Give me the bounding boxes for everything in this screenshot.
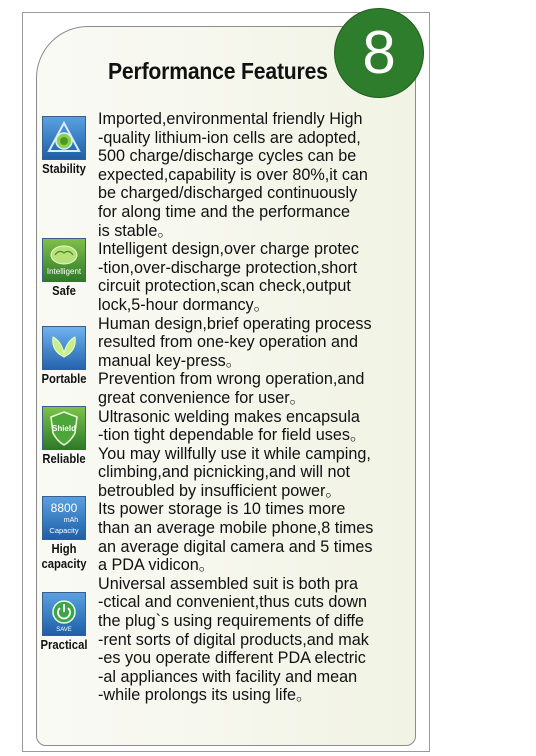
feature-stability: [34, 116, 94, 177]
text-line: Imported,environmental friendly High: [98, 110, 363, 128]
text-line: Human design,brief operating process: [98, 314, 372, 333]
feature-label: High capacity: [41, 542, 87, 571]
text-line: -while prolongs its using life。: [98, 686, 313, 705]
text-line: circuit protection,scan check,output: [98, 277, 351, 296]
feature-high-capacity: [34, 496, 94, 572]
text-line: is stable。: [98, 221, 174, 240]
svg-text:SAVE: SAVE: [56, 627, 72, 633]
svg-text:mAh: mAh: [63, 517, 79, 524]
description-practical: [98, 575, 418, 705]
text-line: Prevention from wrong operation,and: [98, 370, 365, 389]
text-line: betroubled by insufficient power。: [98, 481, 342, 500]
text-line: -es you operate different PDA electric: [98, 649, 366, 668]
description-safe: [98, 240, 418, 314]
text-line: resulted from one-key operation and: [98, 333, 359, 352]
text-line: Its power storage is 10 times more: [98, 500, 346, 519]
feature-portable: [34, 326, 94, 387]
text-line: You may willfully use it while camping,: [98, 444, 371, 463]
intelligent-brain-icon: [42, 238, 86, 282]
svg-text:Intelligent: Intelligent: [46, 267, 82, 276]
butterfly-icon: [42, 326, 86, 370]
feature-safe: [34, 238, 94, 299]
svg-text:8800: 8800: [50, 501, 78, 515]
text-line: Universal assembled suit is both pra: [98, 574, 359, 593]
text-line: -rent sorts of digital products,and mak: [98, 630, 369, 649]
text-line: than an average mobile phone,8 times: [98, 519, 374, 538]
feature-label: Reliable: [42, 452, 86, 466]
shield-icon: [42, 406, 86, 450]
description-reliable: [98, 408, 418, 501]
stability-icon: [42, 116, 86, 160]
text-line: lock,5-hour dormancy。: [98, 295, 270, 314]
battery-capacity-icon: [42, 496, 86, 540]
text-line: manual key-press。: [98, 351, 242, 370]
text-line: be charged/discharged continuously: [98, 184, 358, 203]
text-line: climbing,and picnicking,and will not: [98, 463, 350, 482]
description-stability: [98, 110, 418, 240]
text-line: -al appliances with facility and mean: [98, 667, 358, 686]
description-portable: [98, 315, 418, 408]
text-line: -quality lithium-ion cells are adopted,: [98, 128, 361, 147]
feature-label: Practical: [40, 638, 88, 652]
text-line: expected,capability is over 80%,it can: [98, 165, 368, 184]
text-line: -tion tight dependable for field uses。: [98, 426, 367, 445]
text-line: -tion,over-discharge protection,short: [98, 258, 358, 277]
text-line: -ctical and convenient,thus cuts down: [98, 593, 368, 612]
description-high-capacity: [98, 500, 418, 574]
text-line: an average digital camera and 5 times: [98, 537, 373, 556]
text-line: a PDA vidicon。: [98, 556, 215, 575]
feature-practical: [34, 592, 94, 653]
page-title: Performance Features: [108, 58, 328, 84]
feature-label: Portable: [41, 372, 87, 386]
svg-text:Shield: Shield: [51, 424, 77, 433]
feature-label: Safe: [52, 284, 76, 298]
text-line: great convenience for user。: [98, 388, 306, 407]
feature-descriptions: [98, 110, 418, 705]
power-button-icon: [42, 592, 86, 636]
page-number-badge: 8: [334, 8, 424, 98]
text-line: Intelligent design,over charge protec: [98, 240, 359, 259]
text-line: the plug`s using requirements of diffe: [98, 612, 365, 631]
text-line: for along time and the performance: [98, 202, 350, 221]
feature-label: Stability: [42, 162, 86, 176]
feature-reliable: [34, 406, 94, 467]
text-line: 500 charge/discharge cycles can be: [98, 147, 357, 166]
text-line: Ultrasonic welding makes encapsula: [98, 407, 360, 426]
svg-text:Capacity: Capacity: [49, 526, 79, 535]
